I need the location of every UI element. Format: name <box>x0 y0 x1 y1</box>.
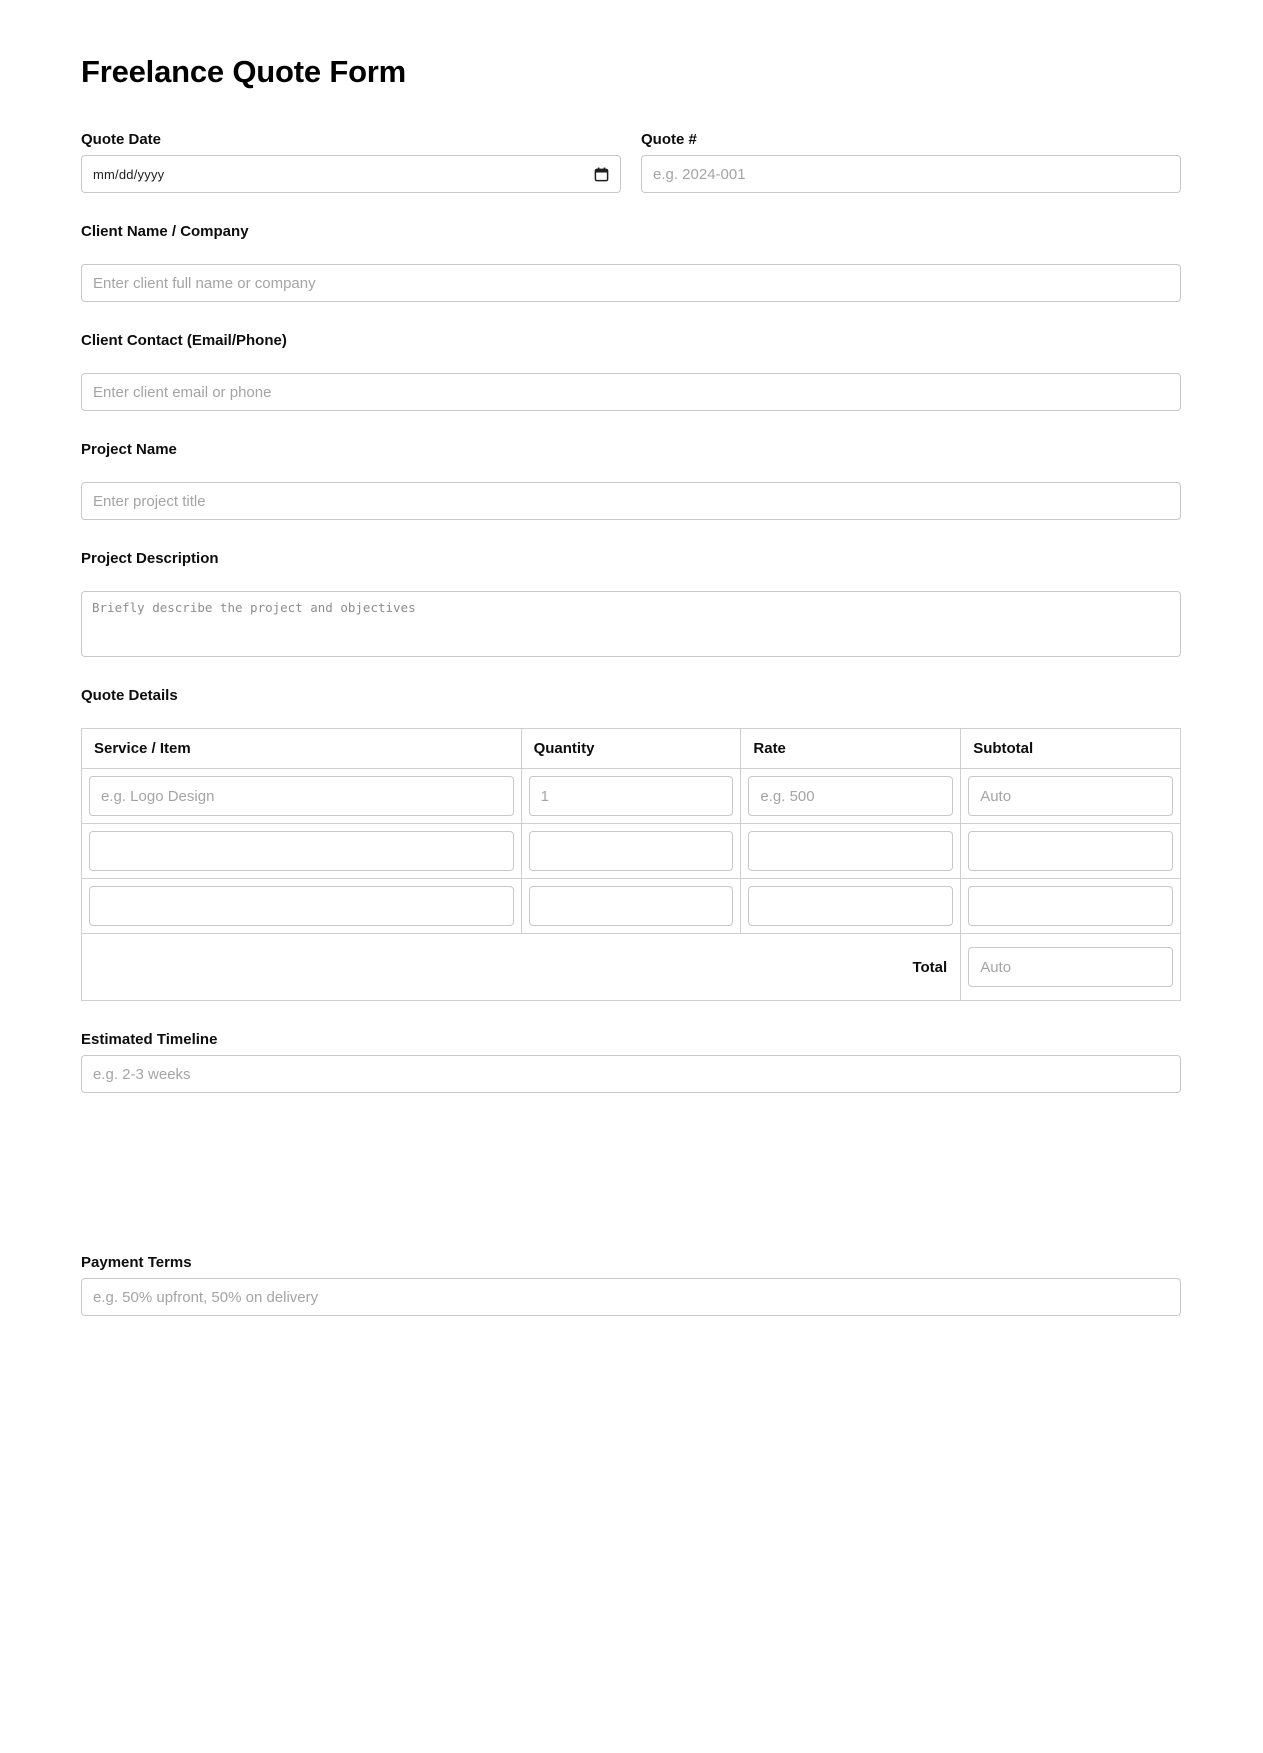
payment-terms-field <box>81 1253 1181 1316</box>
rate-input[interactable] <box>748 831 953 871</box>
quote-number-label: Quote # <box>641 131 697 148</box>
quote-details-table <box>81 728 1181 1001</box>
estimated-timeline-input[interactable] <box>81 1055 1181 1093</box>
subtotal-input[interactable] <box>968 831 1173 871</box>
quantity-input[interactable] <box>529 886 734 926</box>
service-item-input[interactable] <box>89 831 514 871</box>
table-row <box>82 824 1181 879</box>
project-description-label: Project Description <box>81 550 219 567</box>
service-item-input[interactable] <box>89 886 514 926</box>
client-name-input[interactable] <box>81 264 1181 302</box>
client-contact-label: Client Contact (Email/Phone) <box>81 332 287 349</box>
quote-date-input[interactable] <box>81 155 621 193</box>
project-description-field <box>81 549 1181 657</box>
col-header-quantity: Quantity <box>521 729 741 769</box>
quote-number-field <box>641 130 1181 193</box>
page-title: Freelance Quote Form <box>81 54 407 89</box>
table-row <box>82 879 1181 934</box>
table-row <box>82 769 1181 824</box>
quote-date-label: Quote Date <box>81 131 162 148</box>
client-name-field <box>81 222 1181 302</box>
quote-details-table-wrap <box>81 728 1181 1001</box>
total-row <box>82 934 1181 1001</box>
quote-date-value: mm/dd/yyyy <box>93 166 165 182</box>
project-description-textarea[interactable] <box>81 591 1181 657</box>
rate-input[interactable] <box>748 776 953 816</box>
total-label: Total <box>82 934 961 1001</box>
estimated-timeline-label: Estimated Timeline <box>81 1031 218 1048</box>
quantity-input[interactable] <box>529 831 734 871</box>
client-contact-input[interactable] <box>81 373 1181 411</box>
calendar-icon[interactable] <box>594 167 609 182</box>
col-header-rate: Rate <box>741 729 961 769</box>
quote-date-number-row <box>81 130 1181 193</box>
service-item-input[interactable] <box>89 776 514 816</box>
quote-details-label: Quote Details <box>81 687 178 704</box>
col-header-service-item: Service / Item <box>82 729 522 769</box>
client-contact-field <box>81 331 1181 411</box>
project-name-input[interactable] <box>81 482 1181 520</box>
payment-terms-input[interactable] <box>81 1278 1181 1316</box>
subtotal-input[interactable] <box>968 776 1173 816</box>
client-name-label: Client Name / Company <box>81 223 249 240</box>
quote-details-section <box>81 686 1181 706</box>
table-header-row <box>82 729 1181 769</box>
project-name-label: Project Name <box>81 441 177 458</box>
total-input[interactable] <box>968 947 1173 987</box>
quantity-input[interactable] <box>529 776 734 816</box>
project-name-field <box>81 440 1181 520</box>
payment-terms-label: Payment Terms <box>81 1254 192 1271</box>
rate-input[interactable] <box>748 886 953 926</box>
quote-number-input[interactable] <box>641 155 1181 193</box>
quote-date-field <box>81 130 621 193</box>
col-header-subtotal: Subtotal <box>961 729 1181 769</box>
subtotal-input[interactable] <box>968 886 1173 926</box>
estimated-timeline-field <box>81 1030 1181 1093</box>
